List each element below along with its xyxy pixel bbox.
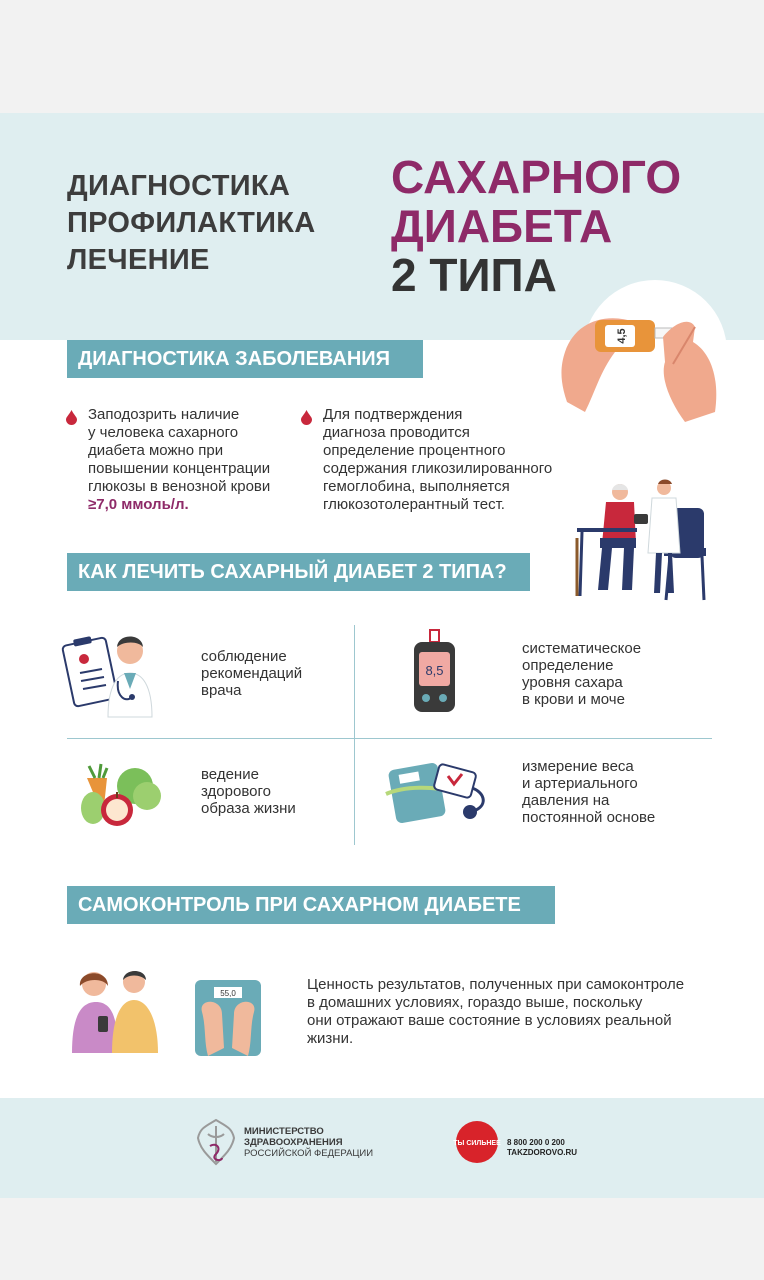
ministry-name xyxy=(244,1126,373,1159)
scale-reading: 55,0 xyxy=(220,989,236,998)
blood-drop-icon xyxy=(301,410,312,424)
text-line: соблюдение xyxy=(201,648,287,665)
text-line: в крови и моче xyxy=(522,691,625,708)
hotline-phone: 8 800 200 0 200 xyxy=(507,1138,565,1147)
doctor-patient-icon xyxy=(572,478,712,603)
text-line: уровня сахара xyxy=(522,674,623,691)
hotline-site: TAKZDOROVO.RU xyxy=(507,1148,578,1157)
selfcontrol-section-title: САМОКОНТРОЛЬ ПРИ САХАРНОМ ДИАБЕТЕ xyxy=(67,886,555,924)
ministry-emblem-icon xyxy=(196,1118,236,1170)
header-left-line: ЛЕЧЕНИЕ xyxy=(67,244,210,276)
footer-panel xyxy=(0,1098,764,1198)
treatment-item-text xyxy=(522,640,702,708)
title-line: САХАРНОГО xyxy=(391,151,682,203)
text-line: они отражают ваше состояние в условиях реальной xyxy=(307,1012,672,1029)
treatment-item-text xyxy=(201,766,341,817)
couple-icon xyxy=(68,968,160,1053)
text-line: жизни. xyxy=(307,1030,354,1047)
treatment-item-text xyxy=(201,648,341,699)
text-line: ведение xyxy=(201,766,259,783)
bullet-line: Заподозрить наличие xyxy=(88,406,240,423)
text-line: и артериального xyxy=(522,775,638,792)
text-line: постоянной основе xyxy=(522,809,656,826)
bathroom-scale-icon xyxy=(194,978,264,1060)
glucometer-reading: 4,5 xyxy=(616,328,628,344)
text-line: давления на xyxy=(522,792,610,809)
bullet-line: повышении концентрации xyxy=(88,460,271,477)
text-line: измерение веса xyxy=(522,758,634,775)
campaign-badge-icon xyxy=(455,1120,499,1164)
treatment-section-title: КАК ЛЕЧИТЬ САХАРНЫЙ ДИАБЕТ 2 ТИПА? xyxy=(67,553,530,591)
text-line: Ценность результатов, полученных при самоконтроле xyxy=(307,976,685,993)
ministry-line: МИНИСТЕРСТВО xyxy=(244,1126,324,1137)
bullet-line: Для подтверждения xyxy=(323,406,463,423)
text-line: рекомендаций xyxy=(201,665,303,682)
text-line: систематическое xyxy=(522,640,642,657)
header-left-title xyxy=(67,168,315,279)
hands-glucometer-icon xyxy=(555,282,730,430)
text-line: образа жизни xyxy=(201,800,296,817)
bottom-margin xyxy=(0,1198,764,1280)
scale-tonometer-icon xyxy=(384,758,494,823)
bullet-line: диагноза проводится xyxy=(323,424,470,441)
grid-divider-vertical xyxy=(354,625,355,845)
diagnosis-bullet-1 xyxy=(88,406,298,514)
text-line: определение xyxy=(522,657,614,674)
hotline-info xyxy=(507,1138,577,1158)
bullet-line: гемоглобина, выполняется xyxy=(323,478,510,495)
doctor-icon xyxy=(66,627,166,722)
vegetables-icon xyxy=(75,758,165,830)
bullet-line: глюкозы в венозной крови xyxy=(88,478,271,495)
bullet-line: диабета можно при xyxy=(88,442,224,459)
badge-text: ТЫ СИЛЬНЕЕ xyxy=(453,1140,501,1147)
header-main-title xyxy=(391,153,681,300)
diagnosis-section-title: ДИАГНОСТИКА ЗАБОЛЕВАНИЯ xyxy=(67,340,423,378)
header-left-line: ДИАГНОСТИКА xyxy=(67,170,291,202)
ministry-line: РОССИЙСКОЙ ФЕДЕРАЦИИ xyxy=(244,1148,374,1159)
title-line: ДИАБЕТА xyxy=(391,200,613,252)
diagnosis-bullet-2 xyxy=(323,406,568,514)
ministry-line: ЗДРАВООХРАНЕНИЯ xyxy=(244,1137,343,1148)
bullet-line: глюкозотолерантный тест. xyxy=(323,496,505,513)
bullet-line: определение процентного xyxy=(323,442,506,459)
treatment-item-text xyxy=(522,758,702,826)
title-line: 2 ТИПА xyxy=(391,249,557,301)
text-line: здорового xyxy=(201,783,271,800)
glucometer-icon xyxy=(412,630,457,715)
text-line: в домашних условиях, гораздо выше, поскольку xyxy=(307,994,643,1011)
grid-divider-horizontal xyxy=(67,738,712,739)
glucose-threshold: ≥7,0 ммоль/л. xyxy=(88,496,189,513)
top-margin xyxy=(0,0,764,113)
bullet-line: у человека сахарного xyxy=(88,424,239,441)
selfcontrol-text xyxy=(307,976,717,1048)
blood-drop-icon xyxy=(66,410,77,424)
glucometer-reading: 8,5 xyxy=(425,663,444,678)
text-line: врача xyxy=(201,682,242,699)
header-left-line: ПРОФИЛАКТИКА xyxy=(67,207,316,239)
bullet-line: содержания гликозилированного xyxy=(323,460,553,477)
